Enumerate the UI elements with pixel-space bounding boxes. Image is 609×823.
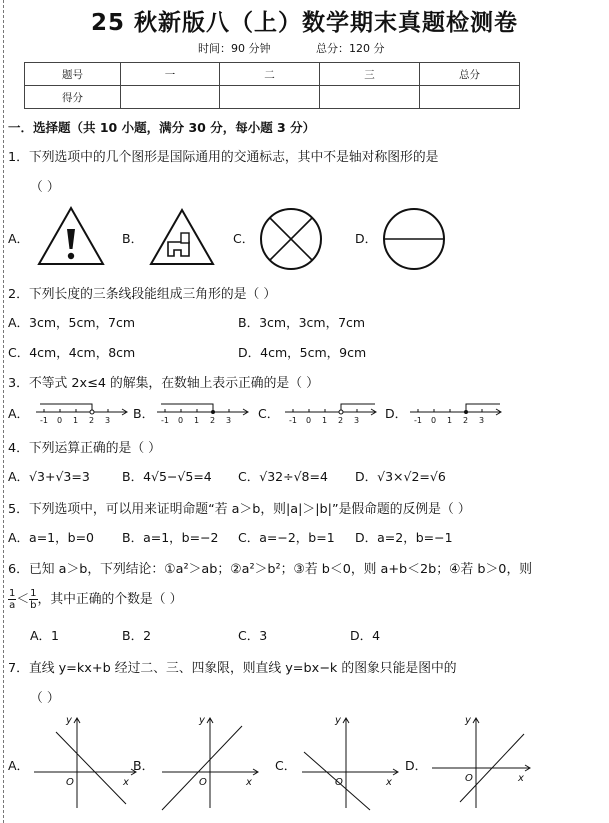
- axis-x-label: x: [123, 777, 129, 788]
- answer-paren: （ ）: [30, 691, 60, 706]
- axis-y-label: y: [465, 715, 471, 726]
- svg-text:-1: -1: [289, 416, 297, 425]
- score-cell: [220, 86, 320, 109]
- line-graph-option-c: [298, 712, 404, 812]
- score-cell: [420, 86, 520, 109]
- option-c: C．a=−2，b=1: [238, 530, 335, 545]
- fraction-denominator: a: [9, 600, 16, 611]
- svg-text:2: 2: [338, 416, 344, 425]
- score-total-label: 总分：120 分: [316, 42, 385, 55]
- number-line-d: [408, 400, 504, 428]
- binding-margin-line: [3, 0, 4, 823]
- option-b: B．3cm，3cm，7cm: [238, 315, 366, 330]
- svg-text:2: 2: [463, 416, 469, 425]
- svg-text:1: 1: [447, 416, 453, 425]
- option-label: A．: [8, 758, 30, 773]
- option-label: C．: [275, 758, 297, 773]
- option-label: B．: [133, 758, 155, 773]
- option-label: D．: [405, 758, 428, 773]
- option-d: D．√3×√2=√6: [355, 469, 446, 484]
- score-cell: [320, 86, 420, 109]
- option-b: B．a=1，b=−2: [122, 530, 219, 545]
- question-6-line2: [8, 588, 182, 611]
- score-header-cell: 三: [320, 63, 420, 86]
- origin-label: O: [66, 777, 74, 788]
- svg-text:3: 3: [354, 416, 360, 425]
- score-table: [24, 62, 520, 109]
- score-cell: [121, 86, 220, 109]
- option-d: D．a=2，b=−1: [355, 530, 453, 545]
- option-label: A．: [8, 231, 30, 246]
- option-c: C．4cm，4cm，8cm: [8, 345, 136, 360]
- svg-text:0: 0: [178, 416, 184, 425]
- number-line-b: [155, 400, 251, 428]
- svg-text:-1: -1: [161, 416, 169, 425]
- question-2-stem: 2．下列长度的三条线段能组成三角形的是（ ）: [8, 287, 277, 302]
- score-table-row: [25, 86, 520, 109]
- option-b: B．4√5−√5=4: [122, 469, 212, 484]
- t-shape-triangle-sign-icon: [148, 207, 216, 267]
- option-label: D．: [355, 231, 378, 246]
- svg-text:1: 1: [194, 416, 200, 425]
- svg-text:3: 3: [479, 416, 485, 425]
- fraction-numerator: 1: [9, 588, 16, 599]
- option-d: D．4cm，5cm，9cm: [238, 345, 367, 360]
- question-3-stem: 3．不等式 2x≤4 的解集，在数轴上表示正确的是（ ）: [8, 376, 319, 391]
- axis-y-label: y: [66, 715, 72, 726]
- question-5-stem: 5．下列选项中，可以用来证明命题“若 a＞b，则|a|＞|b|”是假命题的反例是（ ）: [8, 502, 471, 517]
- question-7-stem: 7．直线 y=kx+b 经过二、三、四象限，则直线 y=bx−k 的图象只能是图中的: [8, 661, 457, 676]
- origin-label: O: [199, 777, 207, 788]
- fraction-denominator: b: [30, 600, 37, 611]
- less-than-sign: ＜: [16, 592, 30, 607]
- question-6-tail: ，其中正确的个数是（ ）: [37, 592, 183, 607]
- svg-text:3: 3: [105, 416, 111, 425]
- svg-text:0: 0: [431, 416, 437, 425]
- option-c: C．3: [238, 628, 268, 643]
- score-cell: 得分: [25, 86, 121, 109]
- option-label: B．: [122, 231, 144, 246]
- question-4-stem: 4．下列运算正确的是（ ）: [8, 441, 161, 456]
- fraction-1-over-b: [29, 588, 37, 611]
- option-label: C．: [233, 231, 255, 246]
- section-heading: 一．选择题（共 10 小题，满分 30 分，每小题 3 分）: [8, 120, 316, 135]
- axis-x-label: x: [518, 773, 524, 784]
- score-header-cell: 一: [121, 63, 220, 86]
- svg-text:-1: -1: [414, 416, 422, 425]
- option-label: D．: [385, 406, 408, 421]
- option-label: B．: [133, 406, 155, 421]
- x-circle-sign-icon: [258, 206, 324, 272]
- question-1-stem: 1．下列选项中的几个图形是国际通用的交通标志，其中不是轴对称图形的是: [8, 150, 439, 165]
- svg-text:1: 1: [322, 416, 328, 425]
- axis-x-label: x: [246, 777, 252, 788]
- fraction-numerator: 1: [30, 588, 37, 599]
- svg-text:1: 1: [73, 416, 79, 425]
- option-d: D．4: [350, 628, 381, 643]
- option-label: A．: [8, 406, 30, 421]
- option-label: C．: [258, 406, 280, 421]
- line-graph-option-b: [158, 712, 264, 812]
- option-a: A．3cm，5cm，7cm: [8, 315, 136, 330]
- exclamation-triangle-sign-icon: [36, 205, 106, 267]
- answer-paren: （ ）: [30, 180, 60, 195]
- axis-y-label: y: [335, 715, 341, 726]
- svg-text:0: 0: [57, 416, 63, 425]
- horizontal-line-circle-sign-icon: [381, 206, 447, 272]
- option-c: C．√32÷√8=4: [238, 469, 328, 484]
- svg-text:0: 0: [306, 416, 312, 425]
- option-b: B．2: [122, 628, 152, 643]
- question-6-stem: 6．已知 a＞b，下列结论：①a²＞ab；②a²＞b²；③若 b＜0，则 a+b＜2b；④若 b＞0，则: [8, 562, 533, 577]
- time-label: 时间：90 分钟: [198, 42, 271, 55]
- score-header-cell: 二: [220, 63, 320, 86]
- score-header-cell: 题号: [25, 63, 121, 86]
- option-a: A．√3+√3=3: [8, 469, 90, 484]
- svg-text:-1: -1: [40, 416, 48, 425]
- score-table-header-row: [25, 63, 520, 86]
- line-graph-option-a: [30, 712, 142, 812]
- svg-text:2: 2: [89, 416, 95, 425]
- origin-label: O: [335, 777, 343, 788]
- score-header-cell: 总分: [420, 63, 520, 86]
- origin-label: O: [465, 773, 473, 784]
- page-title: 25 秋新版八（上）数学期末真题检测卷: [90, 10, 518, 36]
- svg-text:3: 3: [226, 416, 232, 425]
- axis-y-label: y: [199, 715, 205, 726]
- svg-text:2: 2: [210, 416, 216, 425]
- option-a: A．1: [30, 628, 60, 643]
- number-line-c: [283, 400, 379, 428]
- axis-x-label: x: [386, 777, 392, 788]
- number-line-a: [34, 400, 130, 428]
- option-a: A．a=1，b=0: [8, 530, 94, 545]
- line-graph-option-d: [428, 712, 536, 812]
